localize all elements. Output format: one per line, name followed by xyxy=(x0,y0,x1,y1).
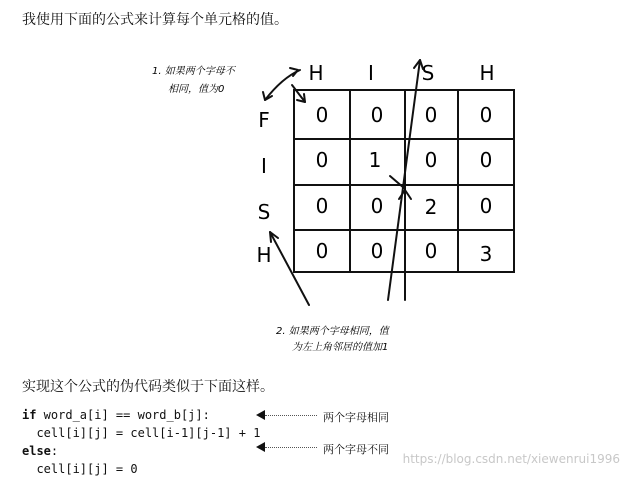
annotation-2-line2: 为左上角邻居的值加1 xyxy=(292,342,389,353)
cell-0-0: 0 xyxy=(315,103,329,127)
cell-0-1: 0 xyxy=(370,103,384,127)
note-different: 两个字母不同 xyxy=(323,443,389,456)
arrow-diagonal xyxy=(390,176,404,188)
code-line-4: cell[i][j] = 0 xyxy=(22,462,138,476)
code-line-1 xyxy=(22,406,260,424)
code-line-3-rest: : xyxy=(50,444,59,458)
row-header-1: F xyxy=(258,108,270,132)
row-header-4: H xyxy=(256,243,272,267)
note-same: 两个字母相同 xyxy=(323,411,389,424)
note-different-arrow-icon xyxy=(256,442,265,452)
pseudocode-block xyxy=(22,406,260,478)
intro-text: 我使用下面的公式来计算每个单元格的值。 xyxy=(22,12,288,28)
annotation-1-line2: 相同，值为0 xyxy=(168,84,225,95)
row-header-3: S xyxy=(257,200,271,224)
cell-1-3: 0 xyxy=(479,148,493,172)
cell-2-3: 0 xyxy=(479,194,493,218)
annotation-1-line1: 1. 如果两个字母不 xyxy=(152,66,235,77)
code-line-2: cell[i][j] = cell[i-1][j-1] + 1 xyxy=(22,426,261,440)
section-2-text: 实现这个公式的伪代码类似于下面这样。 xyxy=(22,379,274,395)
cell-2-1: 0 xyxy=(370,194,384,218)
cell-2-0: 0 xyxy=(315,194,329,218)
note-same-leader xyxy=(265,415,317,416)
cell-0-3: 0 xyxy=(479,103,493,127)
cell-1-0: 0 xyxy=(315,148,329,172)
note-same-arrow-icon xyxy=(256,410,265,420)
code-line-1-rest: word_a[i] == word_b[j]: xyxy=(36,408,210,422)
col-header-1: H xyxy=(308,61,324,85)
col-header-4: H xyxy=(479,61,495,85)
cell-1-2: 0 xyxy=(424,148,438,172)
code-line-3 xyxy=(22,442,260,460)
cell-3-2: 0 xyxy=(424,239,438,263)
cell-2-2: 2 xyxy=(424,195,438,219)
note-different-leader xyxy=(265,447,317,448)
cell-3-3: 3 xyxy=(479,242,493,266)
code-keyword-if: if xyxy=(22,408,37,422)
code-keyword-else: else xyxy=(22,444,51,458)
cell-3-1: 0 xyxy=(370,239,384,263)
watermark: https://blog.csdn.net/xiewenrui1996 xyxy=(402,452,620,466)
cell-3-0: 0 xyxy=(315,239,329,263)
cell-0-2: 0 xyxy=(424,103,438,127)
arrow-to-row-h xyxy=(270,232,309,305)
col-header-3: S xyxy=(421,61,435,85)
col-header-2: I xyxy=(368,61,374,85)
row-header-2: I xyxy=(261,154,267,178)
cell-1-1: 1 xyxy=(368,148,382,172)
annotation-2-line1: 2. 如果两个字母相同，值 xyxy=(276,326,389,337)
